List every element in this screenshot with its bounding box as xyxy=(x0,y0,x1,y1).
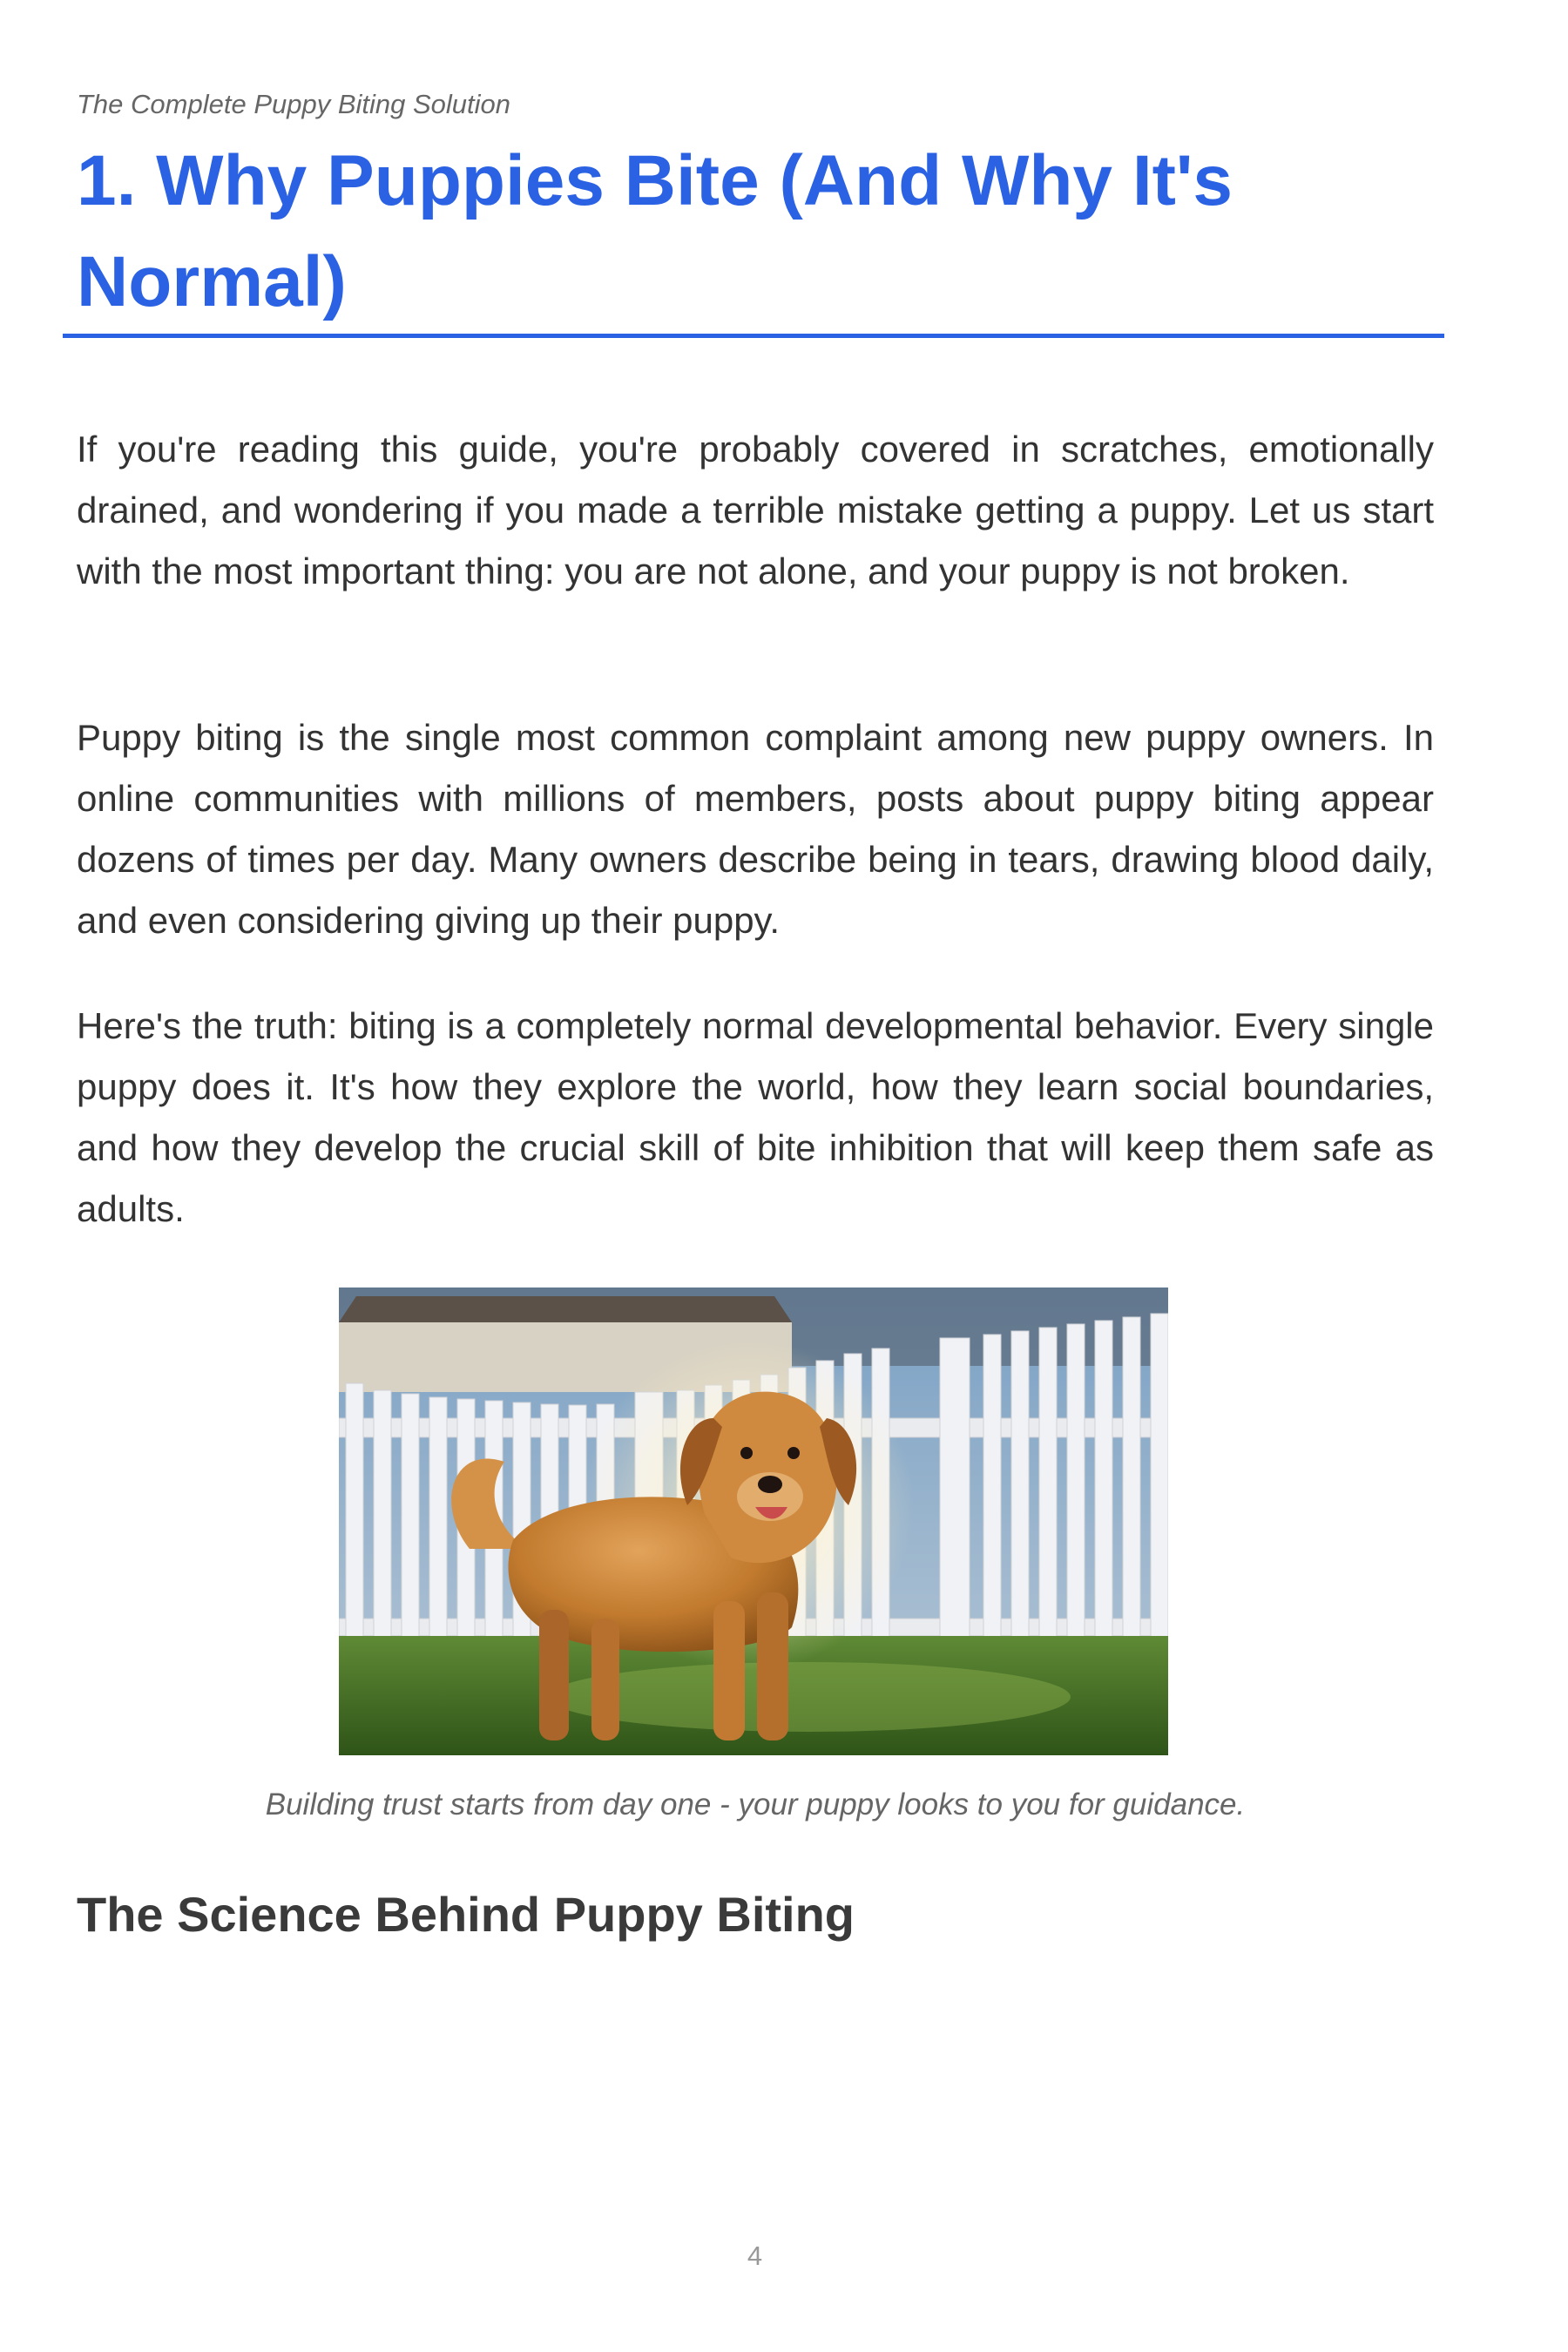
paragraph-truth: Here's the truth: biting is a completely normal developmental behavior. Every single puppy does it. It's how they explore the world, how they learn social boundaries, and how they develop the crucial skill of bite inhibition that will keep them safe as adults. xyxy=(77,1005,1434,1229)
figure-caption: Building trust starts from day one - your puppy looks to you for guidance. xyxy=(265,1788,1246,1821)
section-heading: The Science Behind Puppy Biting xyxy=(77,1887,855,1942)
title-underline xyxy=(63,334,1444,338)
paragraph-intro: If you're reading this guide, you're probably covered in scratches, emotionally drained, and wondering if you made a terrible mistake getting a puppy. Let us start with the most important thing: you are not alone, and your puppy is not broken. xyxy=(77,429,1434,591)
paragraph-complaints: Puppy biting is the single most common complaint among new puppy owners. In online communities with millions of members, posts about puppy biting appear dozens of times per day. Many owners describe being in tears, drawing blood daily, and even considering giving up their puppy. xyxy=(77,717,1434,941)
chapter-title: 1. Why Puppies Bite (And Why It's Normal) xyxy=(77,141,1233,321)
page-number: 4 xyxy=(747,2240,763,2271)
running-header: The Complete Puppy Biting Solution xyxy=(77,89,511,119)
golden-retriever-photo xyxy=(339,1288,1168,1755)
